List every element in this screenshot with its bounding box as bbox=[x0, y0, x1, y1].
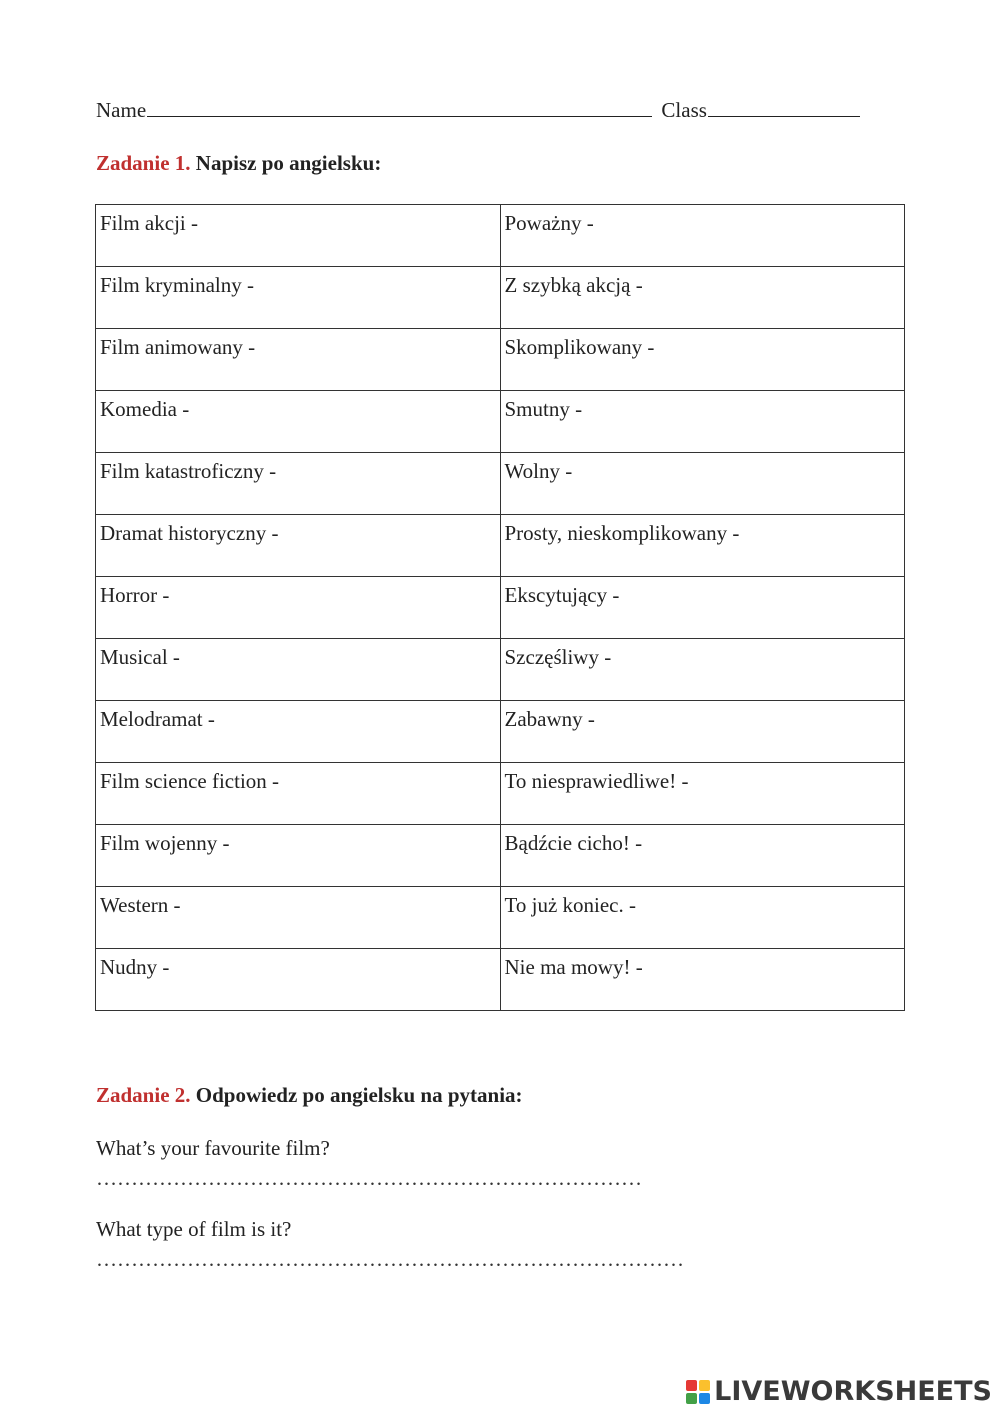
table-row bbox=[96, 639, 905, 701]
adjective-phrase-cell[interactable]: Z szybką akcją - bbox=[500, 267, 905, 329]
film-type-cell[interactable]: Film animowany - bbox=[96, 329, 501, 391]
table-row bbox=[96, 453, 905, 515]
adjective-phrase-cell[interactable]: Szczęśliwy - bbox=[500, 639, 905, 701]
adjective-phrase-cell[interactable]: To już koniec. - bbox=[500, 887, 905, 949]
table-row bbox=[96, 763, 905, 825]
adjective-phrase-cell[interactable]: Poważny - bbox=[500, 205, 905, 267]
name-class-line bbox=[96, 96, 860, 123]
film-type-cell[interactable]: Film kryminalny - bbox=[96, 267, 501, 329]
adjective-phrase-cell[interactable]: Bądźcie cicho! - bbox=[500, 825, 905, 887]
liveworksheets-logo bbox=[686, 1376, 992, 1407]
table-row bbox=[96, 577, 905, 639]
task2-number: Zadanie 2. bbox=[96, 1083, 191, 1107]
task1-number: Zadanie 1. bbox=[96, 151, 191, 175]
film-type-cell[interactable]: Komedia - bbox=[96, 391, 501, 453]
task2-instruction: Odpowiedz po angielsku na pytania: bbox=[195, 1083, 523, 1107]
logo-text: LIVEWORKSHEETS bbox=[714, 1376, 992, 1407]
table-row bbox=[96, 515, 905, 577]
vocab-table bbox=[95, 204, 905, 1011]
adjective-phrase-cell[interactable]: Nie ma mowy! - bbox=[500, 949, 905, 1011]
adjective-phrase-cell[interactable]: Smutny - bbox=[500, 391, 905, 453]
film-type-cell[interactable]: Nudny - bbox=[96, 949, 501, 1011]
logo-blocks-icon bbox=[686, 1380, 710, 1404]
film-type-cell[interactable]: Horror - bbox=[96, 577, 501, 639]
table-row bbox=[96, 949, 905, 1011]
name-blank[interactable] bbox=[147, 96, 652, 117]
film-type-cell[interactable]: Film science fiction - bbox=[96, 763, 501, 825]
answer-line-1[interactable]: …………………………………………………………………… bbox=[96, 1166, 642, 1190]
film-type-cell[interactable]: Melodramat - bbox=[96, 701, 501, 763]
table-row bbox=[96, 205, 905, 267]
table-row bbox=[96, 825, 905, 887]
question-1: What’s your favourite film? bbox=[96, 1136, 330, 1160]
class-label: Class bbox=[661, 98, 707, 122]
adjective-phrase-cell[interactable]: Prosty, nieskomplikowany - bbox=[500, 515, 905, 577]
class-blank[interactable] bbox=[708, 96, 860, 117]
adjective-phrase-cell[interactable]: Ekscytujący - bbox=[500, 577, 905, 639]
film-type-cell[interactable]: Dramat historyczny - bbox=[96, 515, 501, 577]
film-type-cell[interactable]: Film katastroficzny - bbox=[96, 453, 501, 515]
table-row bbox=[96, 887, 905, 949]
table-row bbox=[96, 267, 905, 329]
table-row bbox=[96, 329, 905, 391]
adjective-phrase-cell[interactable]: Wolny - bbox=[500, 453, 905, 515]
name-label: Name bbox=[96, 98, 147, 122]
adjective-phrase-cell[interactable]: To niesprawiedliwe! - bbox=[500, 763, 905, 825]
film-type-cell[interactable]: Musical - bbox=[96, 639, 501, 701]
task1-heading bbox=[96, 151, 381, 176]
film-type-cell[interactable]: Western - bbox=[96, 887, 501, 949]
task1-instruction: Napisz po angielsku: bbox=[195, 151, 382, 175]
question-2: What type of film is it? bbox=[96, 1217, 292, 1241]
adjective-phrase-cell[interactable]: Zabawny - bbox=[500, 701, 905, 763]
table-row bbox=[96, 701, 905, 763]
film-type-cell[interactable]: Film wojenny - bbox=[96, 825, 501, 887]
film-type-cell[interactable]: Film akcji - bbox=[96, 205, 501, 267]
answer-line-2[interactable]: ………………………………………………………………………… bbox=[96, 1247, 684, 1271]
adjective-phrase-cell[interactable]: Skomplikowany - bbox=[500, 329, 905, 391]
task2-heading bbox=[96, 1083, 523, 1108]
table-row bbox=[96, 391, 905, 453]
